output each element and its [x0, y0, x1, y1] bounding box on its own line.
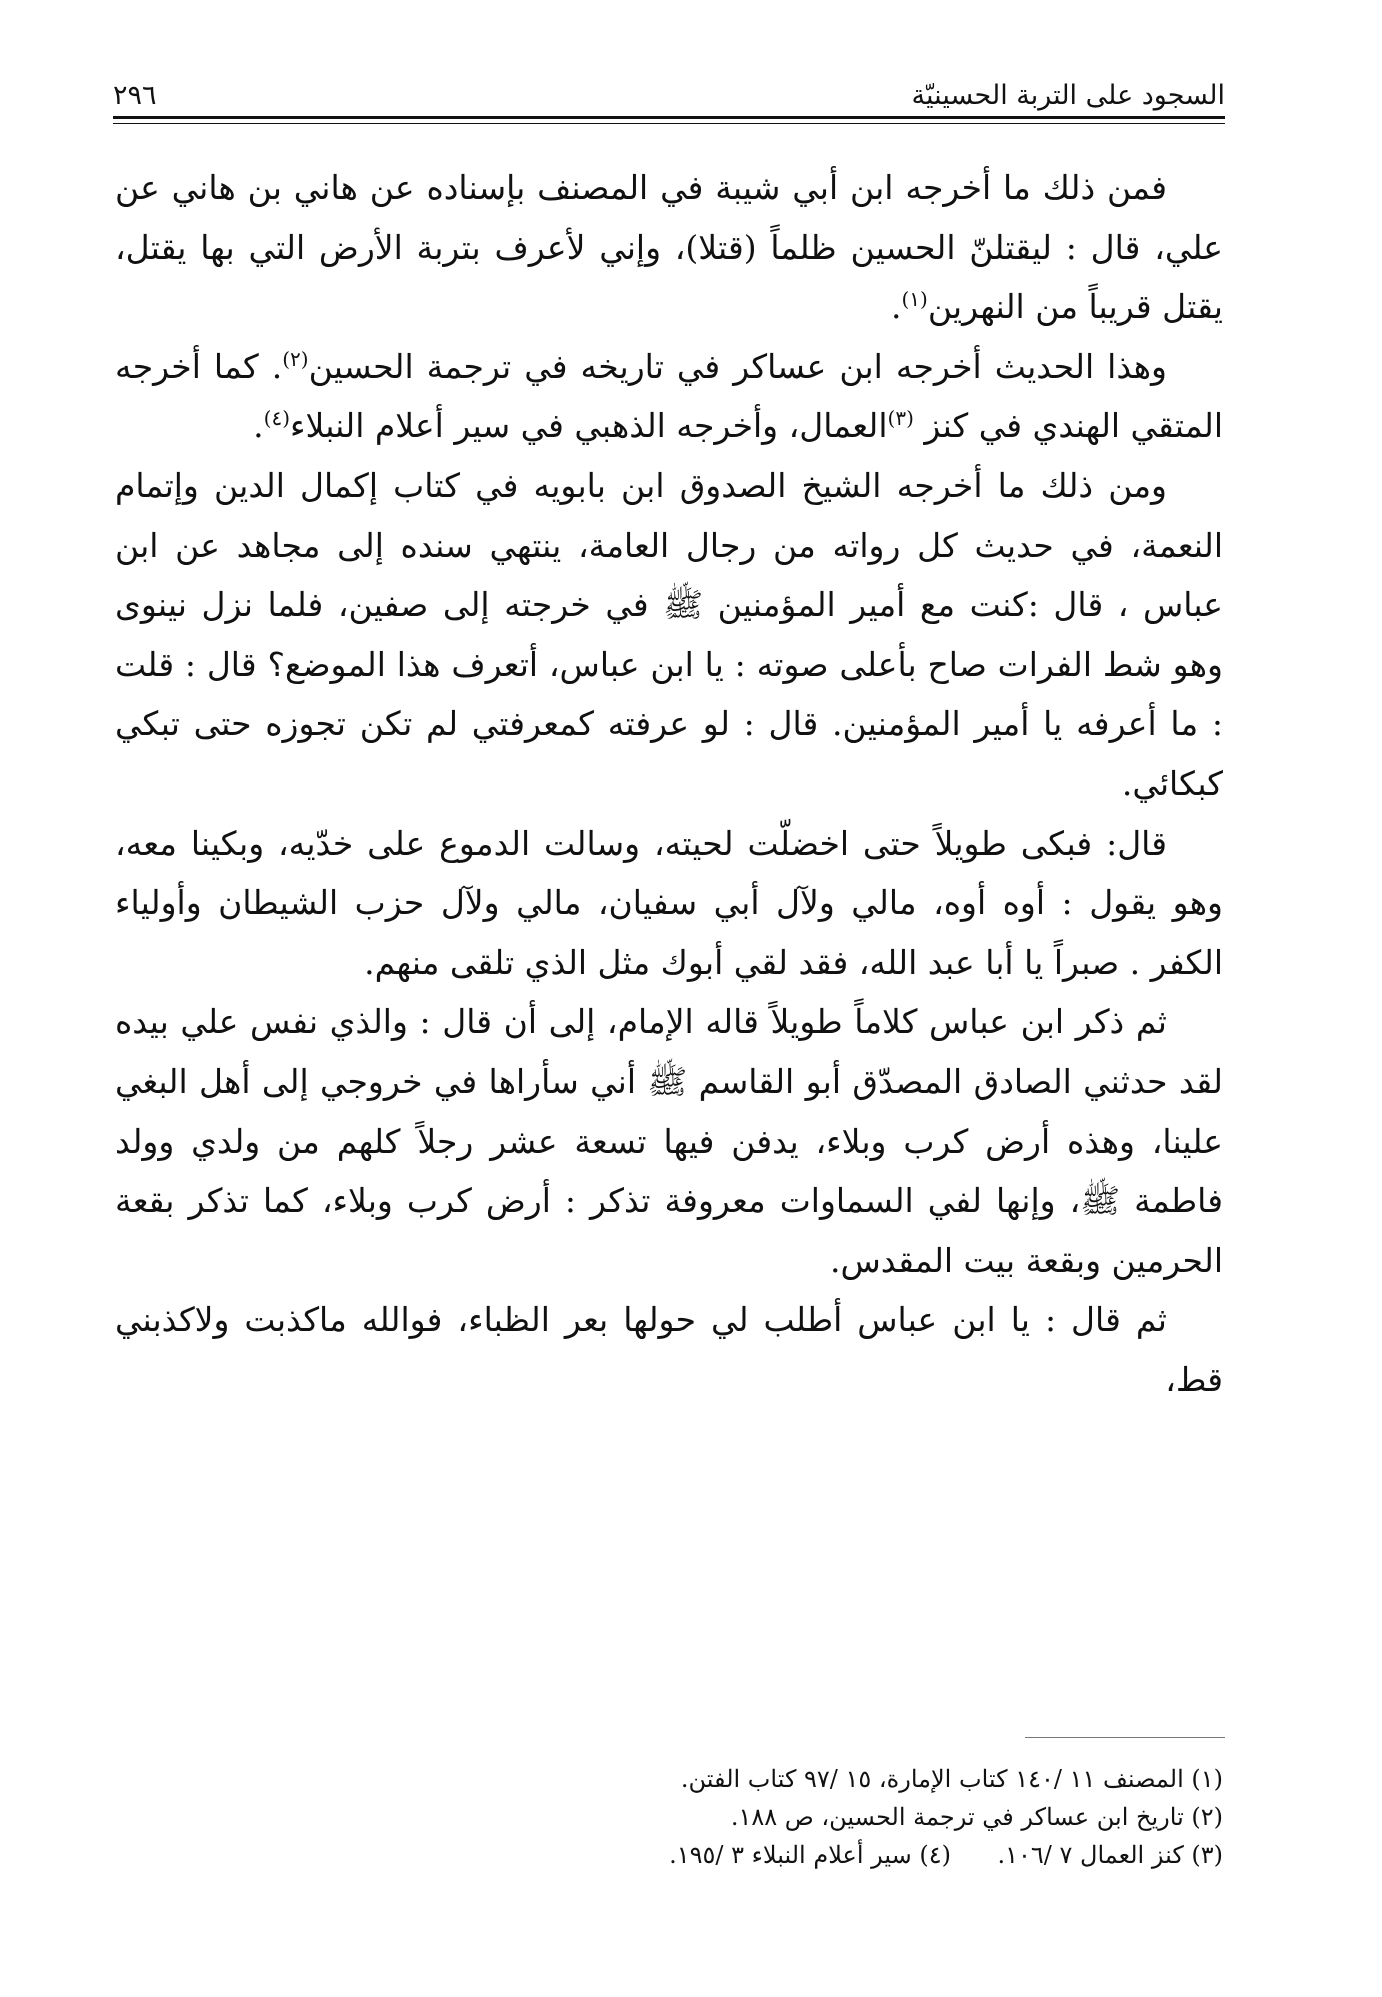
header-rule-thick: [113, 116, 1225, 119]
footnote-ref-1[interactable]: (١): [901, 287, 928, 312]
footnote-ref-3[interactable]: (٣): [887, 406, 914, 431]
paragraph-1-text: فمن ذلك ما أخرجه ابن أبي شيبة في المصنف بإسناده عن هاني بن هاني عن علي، قال : ليقتلنّ الحسين ظلماً (قتلا)، وإني لأعرف بتربة الأرض التي بها يقتل، يقتل قريباً من النهرين: [115, 168, 1223, 327]
footnote-ref-2[interactable]: (٢): [282, 346, 309, 371]
paragraph-2-text-c: العمال، وأخرجه الذهبي في سير أعلام النبلاء: [290, 406, 888, 446]
paragraph-2-text-b: . كما أخرجه المتقي الهندي في كنز: [115, 346, 1223, 446]
paragraph-1-end: .: [890, 287, 902, 327]
page-number: ٢٩٦: [113, 80, 157, 111]
footnote-2: (٢) تاريخ ابن عساكر في ترجمة الحسين، ص ١٨٨.: [730, 1803, 1223, 1831]
footnote-row-3-4: [115, 1836, 1223, 1874]
paragraph-3: ومن ذلك ما أخرجه الشيخ الصدوق ابن بابويه في كتاب إكمال الدين وإتمام النعمة، في حديث كل رواته من رجال العامة، ينتهي سنده إلى مجاهد عن ابن عباس ، قال :كنت مع أمير المؤمنين ﷺ في خرجته إلى صفين، فلما نزل نينوى وهو شط الفرات صاح بأعلى صوته : يا ابن عباس، أتعرف هذا الموضع؟ قال : قلت : ما أعرفه يا أمير المؤمنين. قال : لو عرفته كمعرفتي لم تكن تجوزه حتى تبكي كبكائي.: [115, 465, 1223, 803]
footnote-3: (٣) كنز العمال ٧ /١٠٦.: [997, 1841, 1223, 1869]
running-header: [113, 66, 1225, 114]
paragraph-2-end: .: [253, 406, 264, 446]
paragraph-1: [115, 158, 1223, 337]
footnotes: [115, 1760, 1223, 1874]
paragraph-2-text-a: وهذا الحديث أخرجه ابن عساكر في تاريخه في ترجمة الحسين: [308, 346, 1167, 386]
footnote-4: (٤) سير أعلام النبلاء ٣ /١٩٥.: [669, 1841, 951, 1869]
footnote-1: (١) المصنف ١١ /١٤٠ كتاب الإمارة، ١٥ /٩٧ كتاب الفتن.: [680, 1765, 1223, 1793]
footnote-separator: [1025, 1737, 1225, 1738]
header-rule-thin: [113, 123, 1225, 124]
paragraph-4: قال: فبكى طويلاً حتى اخضلّت لحيته، وسالت الدموع على خدّيه، وبكينا معه، وهو يقول : أوه أوه، مالي ولآل أبي سفيان، مالي ولآل حزب الشيطان وأولياء الكفر . صبراً يا أبا عبد الله، فقد لقي أبوك مثل الذي تلقى منهم.: [115, 823, 1223, 982]
paragraph-5: ثم ذكر ابن عباس كلاماً طويلاً قاله الإمام، إلى أن قال : والذي نفس علي بيده لقد حدثني الصادق المصدّق أبو القاسم ﷺ أني سأراها في خروجي إلى أهل البغي علينا، وهذه أرض كرب وبلاء، يدفن فيها تسعة عشر رجلاً كلهم من ولدي وولد فاطمة ﷺ، وإنها لفي السماوات معروفة تذكر : أرض كرب وبلاء، كما تذكر بقعة الحرمين وبقعة بيت المقدس.: [115, 1002, 1223, 1280]
main-text: [115, 158, 1223, 1409]
footnote-ref-4[interactable]: (٤): [263, 406, 291, 431]
paragraph-2: [115, 337, 1223, 456]
paragraph-6: ثم قال : يا ابن عباس أطلب لي حولها بعر الظباء، فوالله ماكذبت ولاكذبني قط،: [115, 1300, 1223, 1399]
running-title: السجود على التربة الحسينيّة: [911, 80, 1225, 111]
